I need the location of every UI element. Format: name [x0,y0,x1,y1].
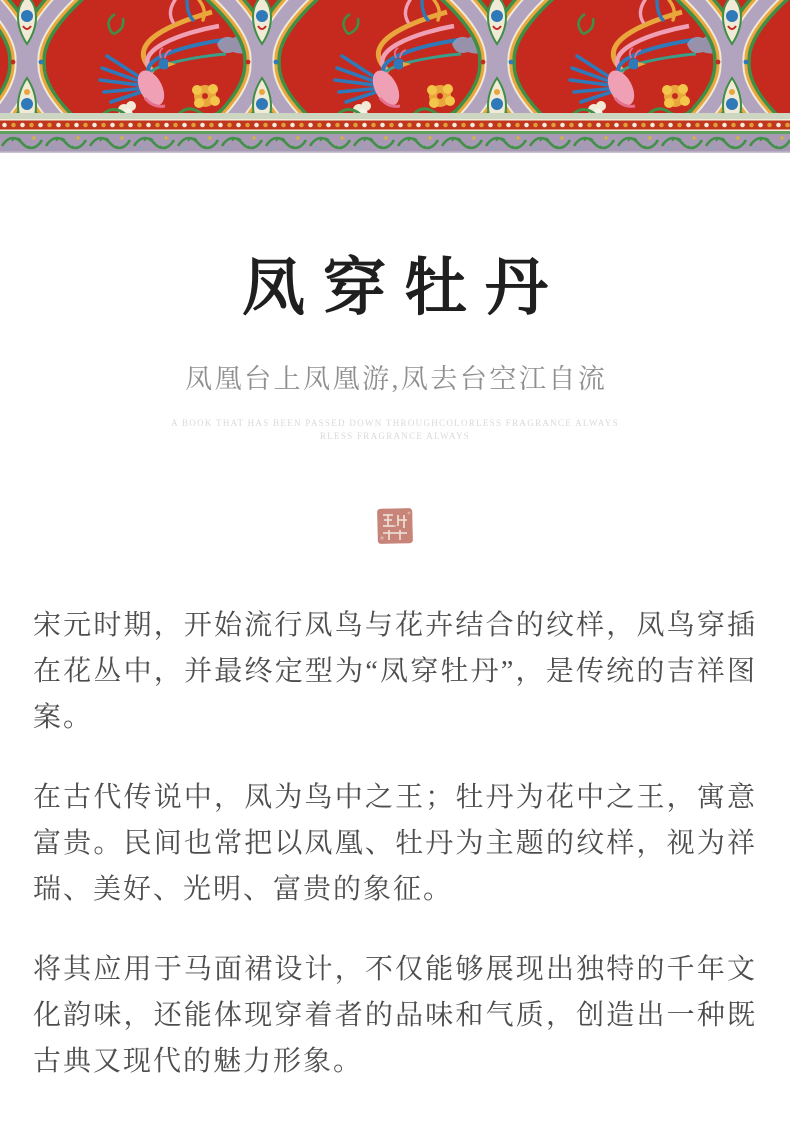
red-seal-stamp-icon [376,507,414,545]
subtitle-verse: 凤凰台上凤凰游,凤去台空江自流 [185,363,608,394]
english-caption [0,417,790,443]
page-title: 凤穿牡丹 [242,253,566,323]
english-caption-line2: RLESS FRAGRANCE ALWAYS [319,430,471,441]
paragraph-2: 在古代传说中，凤为鸟中之王；牡丹为花中之王，寓意富贵。民间也常把以凤凰、牡丹为主题的纹样，视为祥瑞、美好、光明、富贵的象征。 [33,781,757,905]
paragraph-3: 将其应用于马面裙设计，不仅能够展现出独特的千年文化韵味，还能体现穿着者的品味和气质，创造出一种既古典又现代的魅力形象。 [33,953,757,1077]
english-caption-line1: A BOOK THAT HAS BEEN PASSED DOWN THROUGHCOLORLESS FRAGRANCE ALWAYS [171,417,619,428]
paragraph-1: 宋元时期，开始流行凤鸟与花卉结合的纹样，凤鸟穿插在花丛中，并最终定型为“凤穿牡丹”，是传统的吉祥图案。 [33,609,757,733]
brocade-banner [0,0,790,153]
article-body [0,603,790,1085]
phoenix-peony-brocade-image [0,0,790,153]
seal-row [0,507,790,545]
